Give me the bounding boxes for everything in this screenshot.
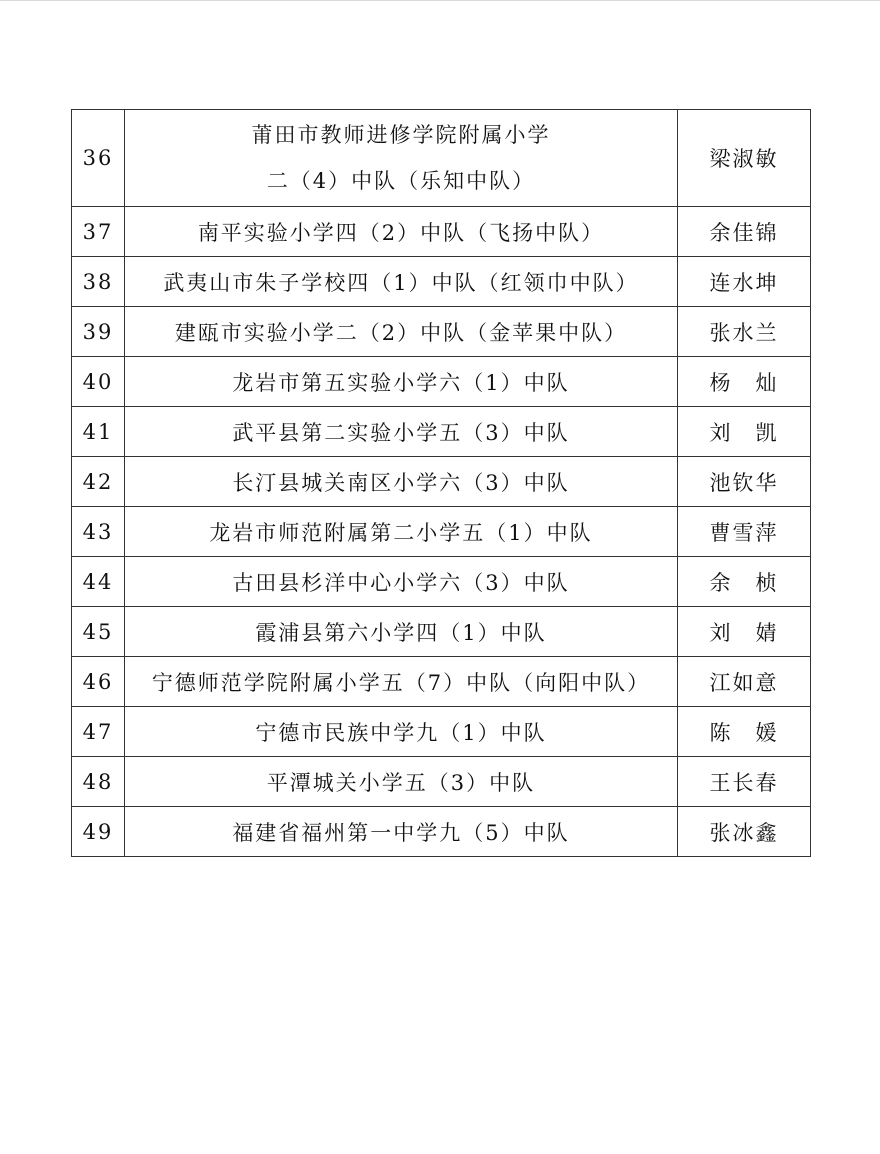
unit-name: 建瓯市实验小学二（2）中队（金苹果中队） [125, 307, 678, 357]
table-row [72, 607, 811, 657]
counselor-name: 曹雪萍 [678, 507, 811, 557]
table-row [72, 207, 811, 257]
counselor-name: 张冰鑫 [678, 807, 811, 857]
table-row [72, 457, 811, 507]
table-row [72, 257, 811, 307]
row-number: 42 [72, 457, 125, 507]
table-row [72, 110, 811, 207]
unit-name: 宁德师范学院附属小学五（7）中队（向阳中队） [125, 657, 678, 707]
table-row [72, 407, 811, 457]
row-number: 40 [72, 357, 125, 407]
row-number: 38 [72, 257, 125, 307]
unit-name: 长汀县城关南区小学六（3）中队 [125, 457, 678, 507]
row-number: 47 [72, 707, 125, 757]
counselor-name: 陈 媛 [678, 707, 811, 757]
unit-name-line-2: 二（4）中队（乐知中队） [266, 169, 536, 193]
counselor-name: 杨 灿 [678, 357, 811, 407]
counselor-name: 连水坤 [678, 257, 811, 307]
table-row [72, 307, 811, 357]
unit-name: 宁德市民族中学九（1）中队 [125, 707, 678, 757]
counselor-name: 余佳锦 [678, 207, 811, 257]
unit-name: 龙岩市第五实验小学六（1）中队 [125, 357, 678, 407]
counselor-name: 刘 婧 [678, 607, 811, 657]
row-number: 44 [72, 557, 125, 607]
page-top-border [0, 0, 880, 1]
unit-name: 龙岩市师范附属第二小学五（1）中队 [125, 507, 678, 557]
roster-table [71, 109, 811, 857]
table-row [72, 707, 811, 757]
row-number: 49 [72, 807, 125, 857]
row-number: 36 [72, 110, 125, 207]
unit-name: 福建省福州第一中学九（5）中队 [125, 807, 678, 857]
unit-cell [125, 110, 678, 207]
table-row [72, 357, 811, 407]
counselor-name: 刘 凯 [678, 407, 811, 457]
roster-table-body [72, 110, 811, 857]
unit-name: 武夷山市朱子学校四（1）中队（红领巾中队） [125, 257, 678, 307]
unit-name: 武平县第二实验小学五（3）中队 [125, 407, 678, 457]
table-row [72, 757, 811, 807]
unit-name: 平潭城关小学五（3）中队 [125, 757, 678, 807]
row-number: 43 [72, 507, 125, 557]
table-row [72, 557, 811, 607]
row-number: 46 [72, 657, 125, 707]
counselor-name: 王长春 [678, 757, 811, 807]
counselor-name: 余 桢 [678, 557, 811, 607]
unit-name: 古田县杉洋中心小学六（3）中队 [125, 557, 678, 607]
row-number: 45 [72, 607, 125, 657]
table-row [72, 657, 811, 707]
row-number: 37 [72, 207, 125, 257]
unit-name: 霞浦县第六小学四（1）中队 [125, 607, 678, 657]
unit-name: 南平实验小学四（2）中队（飞扬中队） [125, 207, 678, 257]
table-row [72, 507, 811, 557]
table-row [72, 807, 811, 857]
unit-name-line-1: 莆田市教师进修学院附属小学 [251, 123, 551, 147]
counselor-name: 张水兰 [678, 307, 811, 357]
counselor-name: 池钦华 [678, 457, 811, 507]
row-number: 41 [72, 407, 125, 457]
counselor-name: 梁淑敏 [678, 110, 811, 207]
row-number: 39 [72, 307, 125, 357]
counselor-name: 江如意 [678, 657, 811, 707]
row-number: 48 [72, 757, 125, 807]
